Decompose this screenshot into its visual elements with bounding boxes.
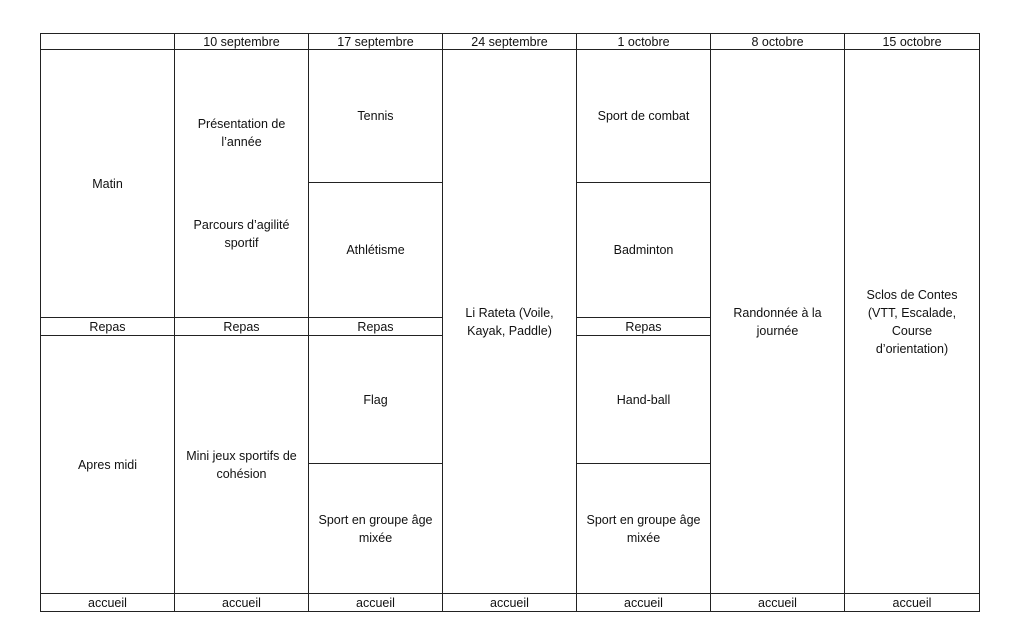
activity-cell: Sport en groupe âge mixée [308,463,443,594]
lunch-cell: Repas [308,317,443,336]
footer-cell: accueil [442,593,577,612]
schedule-table [40,33,980,612]
header-date: 8 octobre [710,33,845,50]
row-label-lunch: Repas [40,317,175,336]
header-date: 1 octobre [576,33,711,50]
row-label-afternoon: Apres midi [40,335,175,594]
header-date: 24 septembre [442,33,577,50]
activity-cell: Tennis [308,49,443,183]
row-label-morning: Matin [40,49,175,318]
footer-cell: accueil [576,593,711,612]
row-label-footer: accueil [40,593,175,612]
footer-cell: accueil [710,593,845,612]
activity-cell-all-day: Li Rateta (Voile, Kayak, Paddle) [442,49,577,594]
activity-cell: Sport de combat [576,49,711,183]
header-date: 15 octobre [844,33,980,50]
header-date: 10 septembre [174,33,309,50]
header-corner [40,33,175,50]
footer-cell: accueil [844,593,980,612]
activity-cell-morning [174,49,309,318]
lunch-cell: Repas [174,317,309,336]
activity-text: Parcours d’agilité sportif [193,218,290,250]
activity-cell: Athlétisme [308,182,443,318]
header-date: 17 septembre [308,33,443,50]
activity-text: Présentation de l’année [197,117,286,149]
activity-cell-all-day: Sclos de Contes (VTT, Escalade, Course d’orientation) [844,49,980,594]
activity-cell: Badminton [576,182,711,318]
activity-cell-afternoon: Mini jeux sportifs de cohésion [174,335,309,594]
footer-cell: accueil [308,593,443,612]
activity-cell: Hand-ball [576,335,711,464]
activity-cell-all-day: Randonnée à la journée [710,49,845,594]
lunch-cell: Repas [576,317,711,336]
activity-cell: Flag [308,335,443,464]
activity-cell: Sport en groupe âge mixée [576,463,711,594]
footer-cell: accueil [174,593,309,612]
